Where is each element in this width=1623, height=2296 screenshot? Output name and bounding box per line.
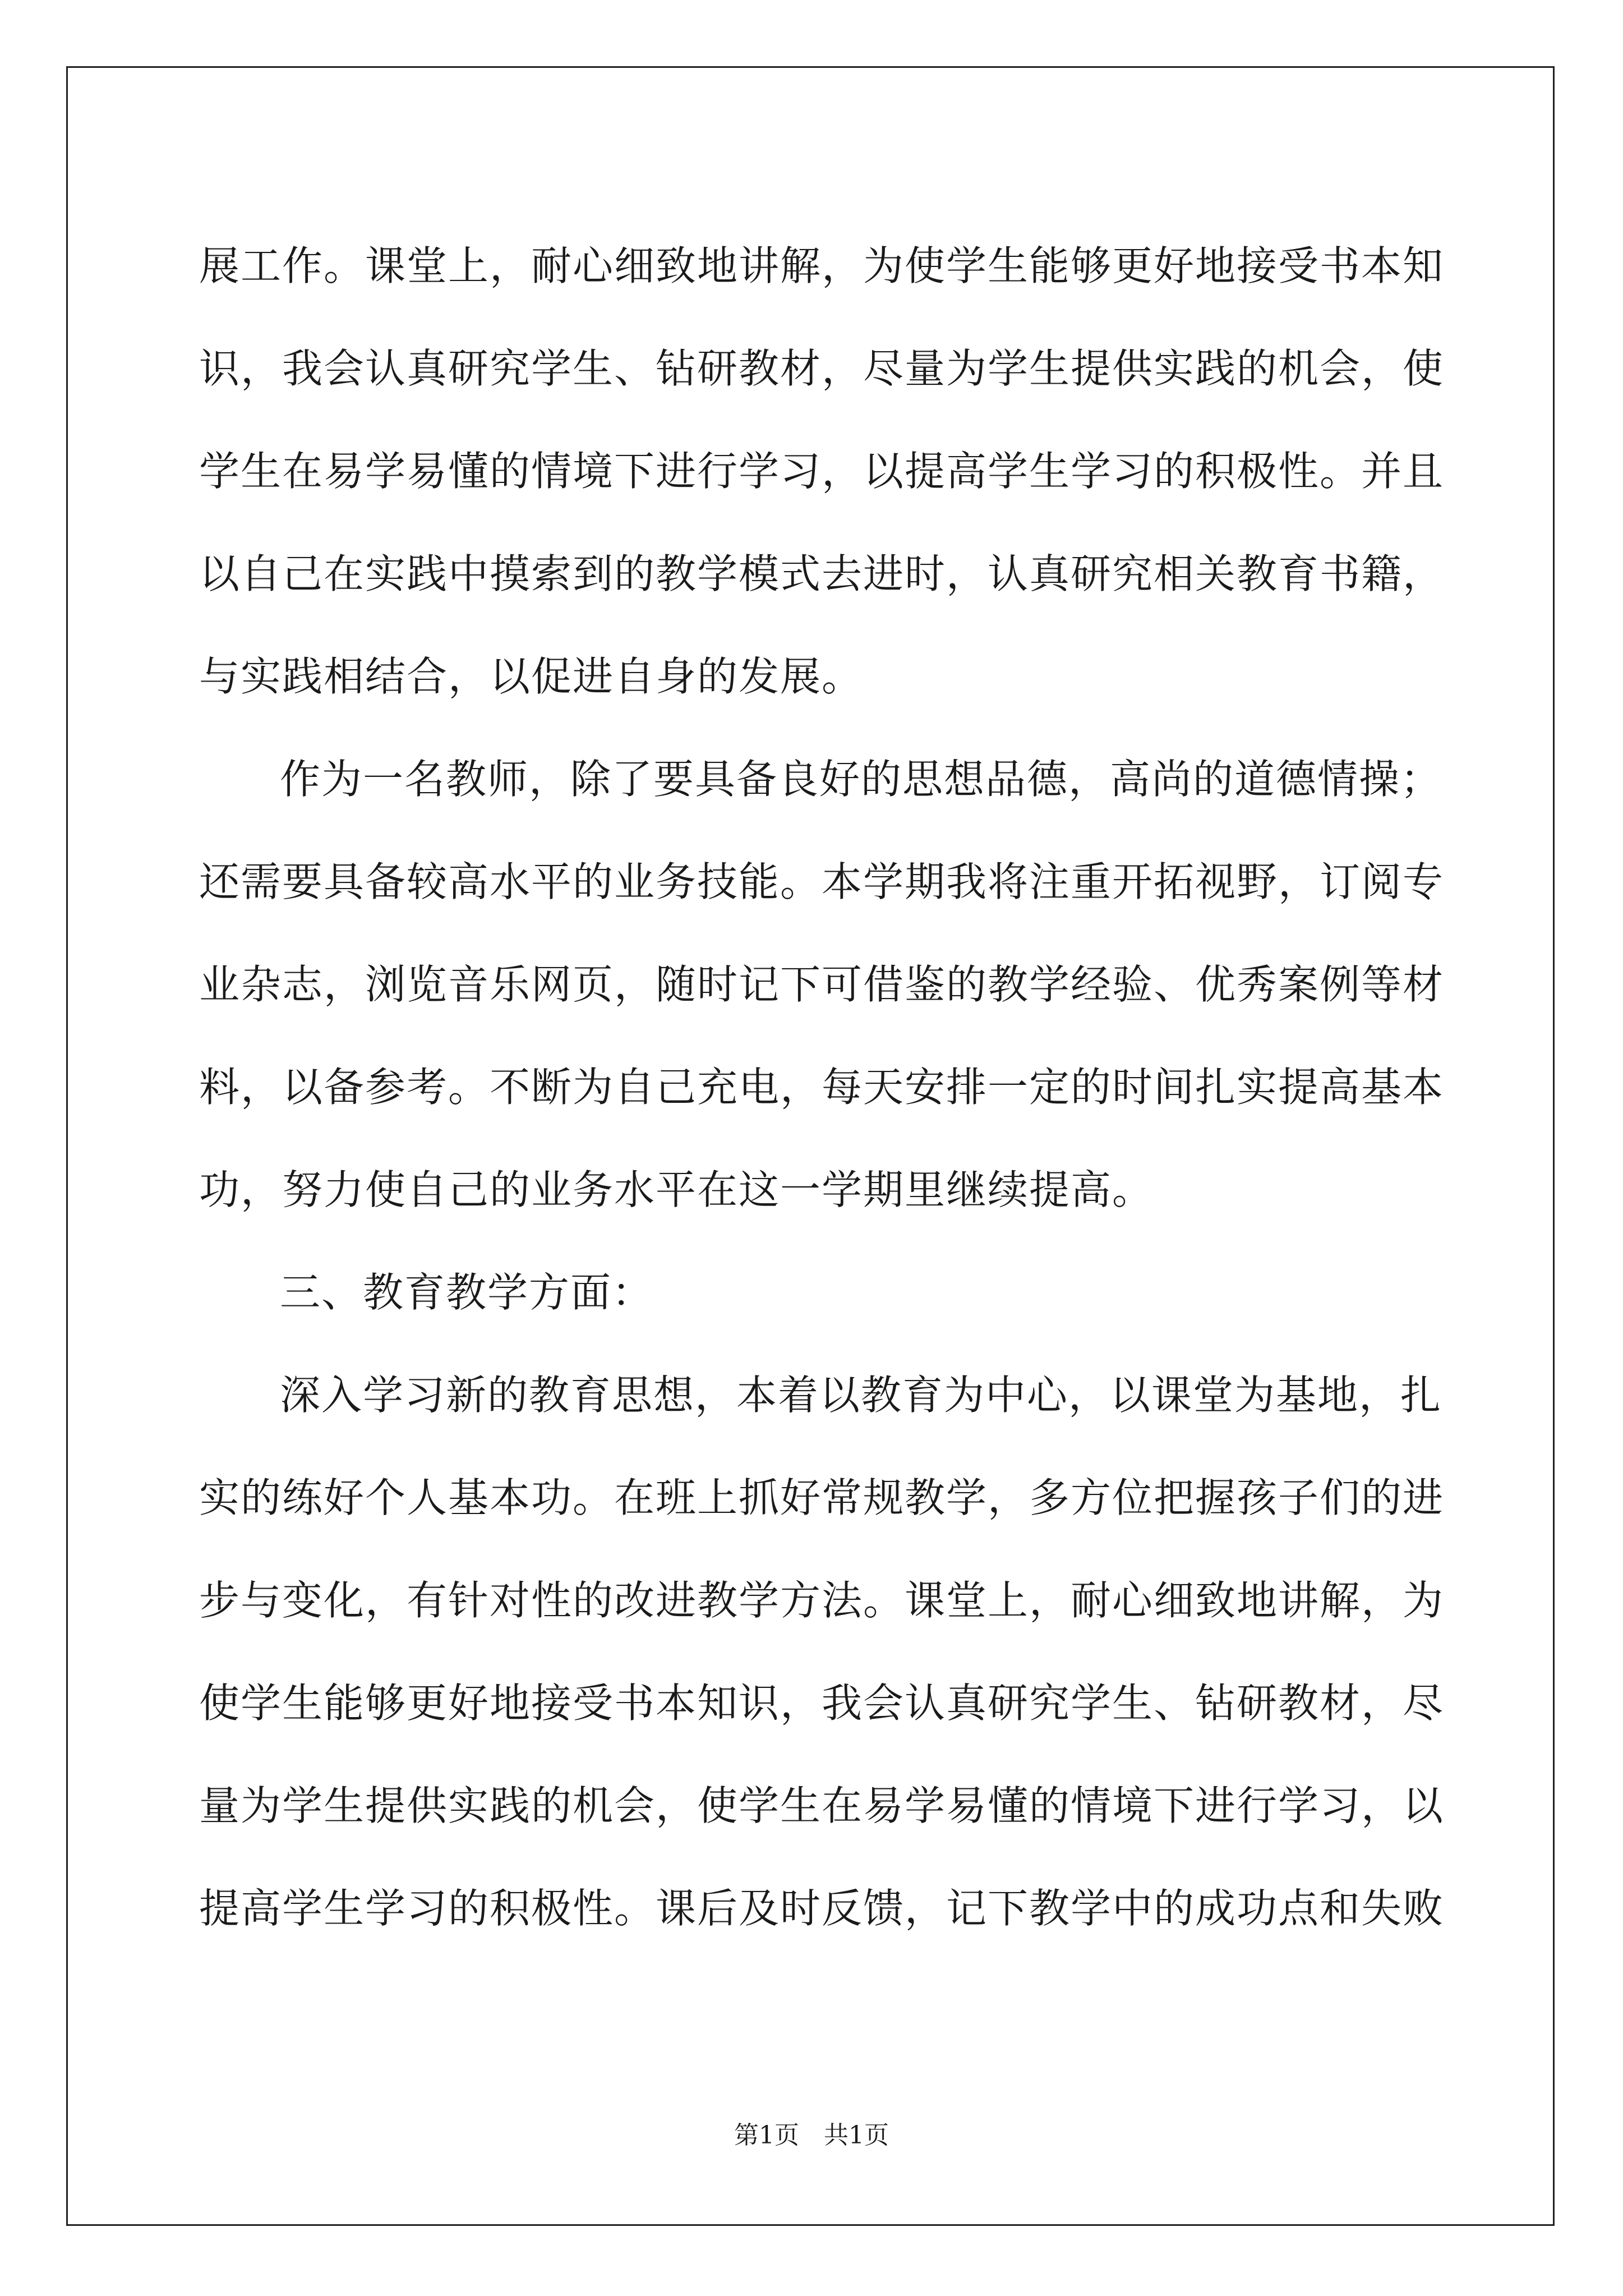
- page-number-current: 第1页: [734, 2121, 799, 2150]
- text-line: 作为一名教师，除了要具备良好的思想品德，高尚的道德情操；: [280, 756, 1442, 803]
- page-number-total: 共1页: [824, 2121, 889, 2150]
- page-footer: [0, 2115, 1623, 2151]
- text-line: 与实践相结合，以促进自身的发展。: [199, 653, 864, 700]
- text-line: 深入学习新的教育思想，本着以教育为中心，以课堂为基地，扎: [280, 1372, 1442, 1419]
- text-line: 料，以备参考。不断为自己充电，每天安排一定的时间扎实提高基本: [199, 1064, 1445, 1111]
- document-body: [199, 215, 1445, 1960]
- text-line: 展工作。课堂上，耐心细致地讲解，为使学生能够更好地接受书本知: [199, 242, 1445, 289]
- text-line: 业杂志，浏览音乐网页，随时记下可借鉴的教学经验、优秀案例等材: [199, 961, 1445, 1008]
- text-line: 功，努力使自己的业务水平在这一学期里继续提高。: [199, 1166, 1154, 1213]
- text-line: 量为学生提供实践的机会，使学生在易学易懂的情境下进行学习，以: [199, 1782, 1445, 1829]
- text-line: 以自己在实践中摸索到的教学模式去进时，认真研究相关教育书籍，: [199, 550, 1445, 597]
- text-line: 识，我会认真研究学生、钻研教材，尽量为学生提供实践的机会，使: [199, 345, 1445, 392]
- text-line: 步与变化，有针对性的改进教学方法。课堂上，耐心细致地讲解，为: [199, 1577, 1445, 1624]
- section-heading: 三、教育教学方面：: [280, 1269, 654, 1316]
- text-line: 实的练好个人基本功。在班上抓好常规教学，多方位把握孩子们的进: [199, 1474, 1445, 1521]
- text-line: 使学生能够更好地接受书本知识，我会认真研究学生、钻研教材，尽: [199, 1680, 1445, 1727]
- text-line: 学生在易学易懂的情境下进行学习，以提高学生学习的积极性。并且: [199, 448, 1445, 495]
- text-line: 还需要具备较高水平的业务技能。本学期我将注重开拓视野，订阅专: [199, 858, 1445, 905]
- text-line: 提高学生学习的积极性。课后及时反馈，记下教学中的成功点和失败: [199, 1885, 1445, 1932]
